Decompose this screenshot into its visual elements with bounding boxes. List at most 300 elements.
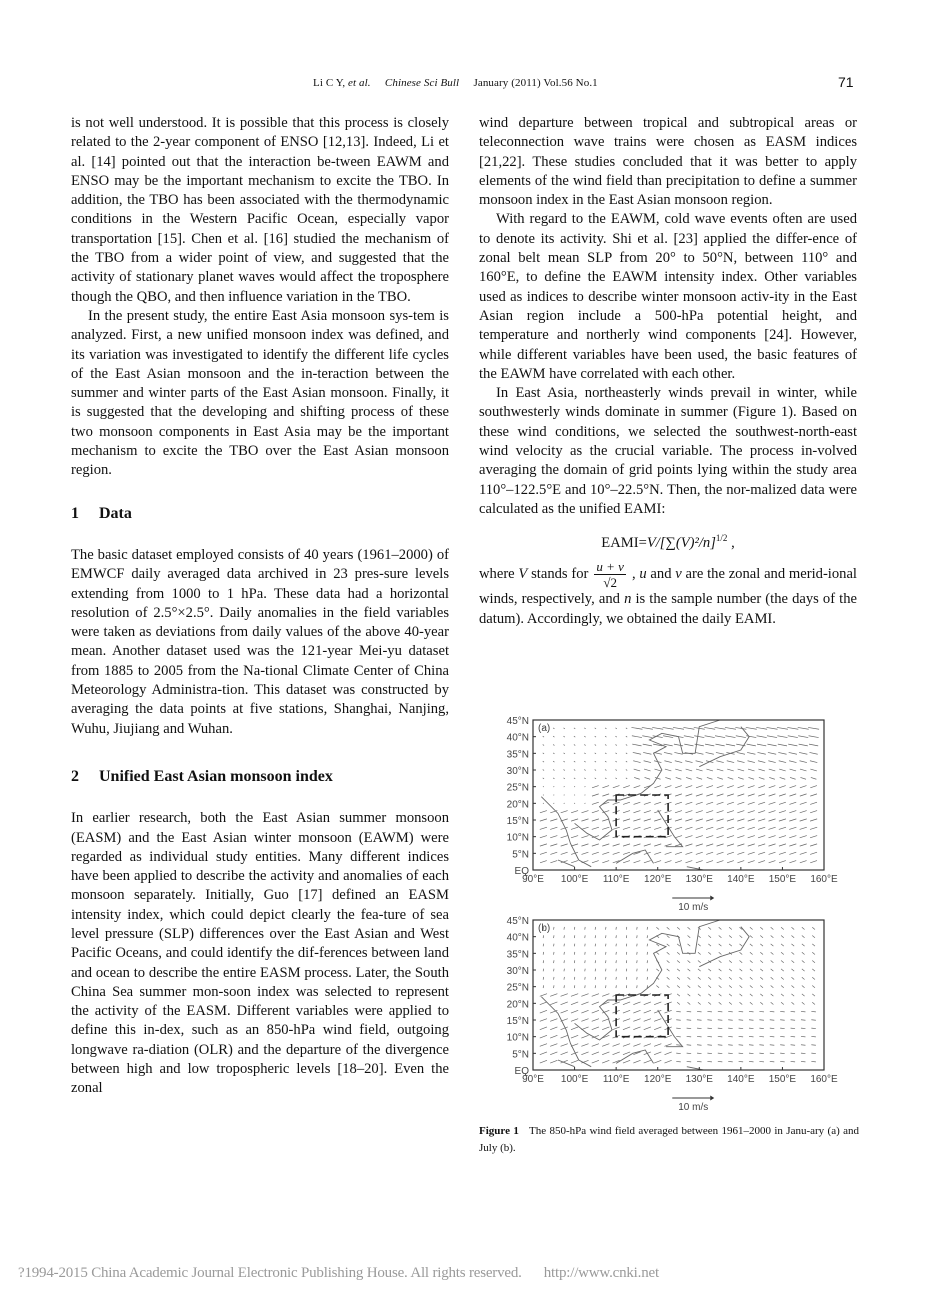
scale-label: 10 m/s <box>678 902 709 910</box>
wind-vector <box>642 727 653 729</box>
wind-vector <box>688 944 691 946</box>
wind-vector <box>571 994 578 997</box>
wind-vector <box>758 802 765 804</box>
wind-vector <box>769 769 775 771</box>
wind-vector <box>696 802 703 804</box>
wind-vector <box>595 736 596 737</box>
wind-vector <box>592 1044 599 1047</box>
fraction-denominator: √2 <box>603 575 617 591</box>
wind-vector <box>574 745 575 746</box>
wind-vector <box>561 1052 568 1055</box>
wind-vector <box>613 1052 620 1055</box>
wind-vector <box>667 936 670 938</box>
wind-vector <box>685 844 692 846</box>
wind-vector <box>737 794 744 796</box>
wind-vector <box>592 852 599 854</box>
wind-vector <box>715 736 725 738</box>
wind-vector <box>581 836 588 838</box>
wind-vector <box>780 777 786 779</box>
wind-vector <box>592 819 599 821</box>
wind-vector <box>748 761 755 763</box>
wind-vector <box>717 844 724 846</box>
wind-vector <box>644 769 650 771</box>
wind-vector <box>623 819 630 821</box>
wind-vector <box>571 1044 578 1047</box>
wind-vector <box>698 961 701 963</box>
wind-vector <box>716 752 724 754</box>
wind-vector <box>602 794 609 796</box>
wind-vector <box>667 969 670 971</box>
wind-vector <box>758 861 765 863</box>
wind-vector <box>633 761 640 763</box>
wind-vector <box>581 827 588 829</box>
wind-vector <box>633 819 640 821</box>
text: , <box>631 566 640 583</box>
wind-vector <box>688 986 691 988</box>
wind-vector <box>592 1019 599 1022</box>
wind-vector <box>553 778 554 779</box>
wind-vector <box>800 769 806 771</box>
wind-vector <box>798 736 808 738</box>
wind-vector <box>571 827 578 829</box>
wind-vector <box>696 786 703 788</box>
lon-tick-label: 160°E <box>810 1074 838 1085</box>
wind-vector <box>768 752 776 754</box>
wind-vector <box>540 844 547 846</box>
lon-tick-label: 100°E <box>560 874 589 885</box>
lat-tick-label: 20°N <box>506 799 529 811</box>
wind-vector <box>729 986 732 988</box>
wind-vector <box>561 827 568 829</box>
wind-vector <box>729 961 732 963</box>
lon-tick-label: 140°E <box>727 874 755 885</box>
wind-vector <box>615 778 616 779</box>
wind-vector <box>812 1002 815 1004</box>
wind-vector <box>643 744 652 746</box>
wind-vector <box>800 852 807 854</box>
paragraph: The basic dataset employed consists of 40 years (1961–2000) of EMWCF daily averaged data archived in 23 pres-sure levels extending from 1000 to 1 hPa. These data had a horizontal resolution of 2.5°×2.5°. Daily anomalies in the field variables were taken as deviations from daily values of the above 40-year mean. Another dataset used was the 121-year Mei-yu dataset from 1885 to 2005 from the Na-tional Climate Center of China Meteorology Administra-tion. This dataset was constructed by averaging the data points at five stations, Shanghai, Nanjing, Wuhu, Jiujiang and Wuhan. <box>71 546 449 737</box>
wind-vector <box>623 844 630 846</box>
wind-vector <box>686 777 692 779</box>
wind-vector <box>605 728 606 729</box>
lon-tick-label: 100°E <box>560 1074 589 1085</box>
wind-vector <box>602 994 609 997</box>
wind-vector <box>644 819 651 821</box>
wind-vector <box>581 1027 588 1030</box>
wind-vector <box>708 986 711 988</box>
running-citation <box>313 77 598 89</box>
wind-vector <box>634 769 640 771</box>
wind-vector <box>571 1010 578 1013</box>
wind-vector <box>812 994 815 996</box>
wind-vector <box>644 844 651 846</box>
wind-vector <box>717 811 724 813</box>
wind-vector <box>736 736 746 738</box>
wind-vector <box>623 827 630 829</box>
wind-vector <box>810 861 817 863</box>
wind-vector <box>615 761 616 762</box>
wind-vector <box>769 852 776 854</box>
wind-vector <box>696 761 703 763</box>
wind-vector <box>623 1060 630 1063</box>
wind-vector <box>673 727 684 729</box>
wind-vector <box>684 736 694 738</box>
wind-vector <box>592 994 599 997</box>
page-number: 71 <box>838 74 854 90</box>
lon-tick-label: 130°E <box>685 874 713 885</box>
wind-vector <box>540 819 547 821</box>
wind-vector <box>800 777 806 779</box>
wind-vector <box>553 770 554 771</box>
wind-vector <box>540 1060 547 1063</box>
wind-vector <box>758 844 765 846</box>
wind-vector <box>688 936 691 938</box>
scale-arrowhead <box>710 896 714 901</box>
wind-vector <box>789 819 796 821</box>
wind-vector <box>654 1019 661 1022</box>
wind-vector <box>561 1002 568 1005</box>
wind-vector <box>581 1044 588 1047</box>
wind-vector <box>626 753 627 754</box>
wind-vector <box>665 852 672 854</box>
wind-vector <box>605 753 606 754</box>
wind-vector <box>665 861 672 863</box>
wind-vector <box>727 802 734 804</box>
wind-vector <box>654 819 661 821</box>
lon-tick-label: 140°E <box>727 1074 755 1085</box>
wind-vector <box>729 969 732 971</box>
wind-vector <box>771 936 774 938</box>
wind-vector <box>550 1027 557 1030</box>
wind-vector <box>696 769 702 771</box>
wind-vector <box>665 1060 672 1063</box>
wind-vector <box>592 1052 599 1055</box>
wind-vector <box>760 969 763 971</box>
wind-vector <box>663 736 673 738</box>
wind-vector <box>550 1002 557 1005</box>
scale-arrowhead <box>710 1096 714 1101</box>
panel-label: (b) <box>538 923 551 934</box>
lon-tick-label: 90°E <box>522 1074 544 1085</box>
wind-vector <box>725 727 736 729</box>
wind-vector <box>725 736 735 738</box>
wind-vector <box>595 753 596 754</box>
wind-vector <box>633 1060 640 1063</box>
wind-vector <box>768 836 775 838</box>
wind-vector <box>581 1010 588 1013</box>
figure-label: Figure 1 <box>479 1125 519 1137</box>
wind-vector <box>696 819 703 821</box>
lon-tick-label: 110°E <box>602 1074 630 1085</box>
footer-url: http://www.cnki.net <box>543 1265 659 1281</box>
wind-vector <box>707 777 713 779</box>
wind-vector <box>683 727 694 729</box>
wind-vector <box>613 1044 620 1047</box>
wind-vector <box>716 827 723 829</box>
wind-vector <box>750 977 753 979</box>
wind-vector <box>791 994 794 996</box>
wind-vector <box>769 844 776 846</box>
wind-vector <box>809 752 817 754</box>
wind-vector <box>706 761 713 763</box>
wind-vector <box>802 969 805 971</box>
wind-vector <box>740 961 743 963</box>
wind-vector <box>667 952 670 954</box>
wind-vector <box>779 819 786 821</box>
lat-tick-label: 30°N <box>506 766 529 777</box>
wind-vector <box>675 836 682 838</box>
wind-vector <box>748 844 755 846</box>
wind-vector <box>584 770 585 771</box>
wind-vector <box>550 836 557 838</box>
wind-vector <box>789 761 796 763</box>
wind-vector <box>748 852 755 854</box>
wind-vector <box>748 794 755 796</box>
wind-vector <box>719 944 722 946</box>
wind-vector <box>654 802 661 804</box>
wind-vector <box>644 1052 651 1055</box>
wind-vector <box>708 1002 711 1004</box>
wind-vector <box>791 1002 794 1004</box>
wind-vector <box>667 927 670 929</box>
wind-vector <box>675 794 682 796</box>
wind-vector <box>633 811 640 813</box>
wind-vector <box>561 852 568 854</box>
lat-tick-label: 25°N <box>506 782 529 794</box>
wind-vector <box>540 994 547 997</box>
wind-vector <box>791 977 794 979</box>
right-column <box>479 114 857 629</box>
wind-vector <box>708 936 711 938</box>
wind-vector <box>802 927 805 929</box>
wind-vector <box>602 844 609 846</box>
wind-vector <box>727 786 734 788</box>
wind-vector <box>550 1052 557 1055</box>
wind-vector <box>790 777 796 779</box>
wind-vector <box>740 977 743 979</box>
wind-vector <box>760 1002 763 1004</box>
formula-lhs: EAMI= <box>601 535 647 552</box>
wind-vector <box>675 769 681 771</box>
wind-vector <box>809 736 819 738</box>
wind-vector <box>799 744 808 746</box>
wind-vector <box>719 936 722 938</box>
wind-vector <box>719 927 722 929</box>
wind-vector <box>677 961 680 963</box>
wind-vector <box>812 961 815 963</box>
wind-vector <box>561 994 568 997</box>
header-etal: et al. <box>348 77 371 89</box>
wind-vector <box>595 770 596 771</box>
wind-vector <box>750 961 753 963</box>
wind-vector <box>540 1044 547 1047</box>
wind-vector <box>688 977 691 979</box>
wind-vector <box>750 994 753 996</box>
wind-vector <box>717 802 724 804</box>
wind-vector <box>800 819 807 821</box>
wind-vector <box>656 969 659 971</box>
wind-vector <box>769 819 776 821</box>
wind-vector <box>706 769 712 771</box>
wind-vector <box>708 952 711 954</box>
wind-vector <box>553 745 554 746</box>
wind-vector <box>769 777 775 779</box>
wind-vector <box>564 745 565 746</box>
wind-field-map-july <box>479 910 864 1110</box>
wind-vector <box>758 752 766 754</box>
wind-vector <box>706 827 713 829</box>
wind-vector <box>777 727 788 729</box>
wind-vector <box>644 861 651 863</box>
wind-vector <box>550 994 557 997</box>
wind-vector <box>729 927 732 929</box>
var-n: n <box>624 591 632 608</box>
wind-vector <box>581 811 588 813</box>
wind-vector <box>727 761 734 763</box>
wind-vector <box>675 811 682 813</box>
wind-vector <box>738 786 745 788</box>
var-V: V <box>518 566 528 583</box>
wind-vector <box>626 728 627 729</box>
wind-vector <box>626 770 627 771</box>
wind-vector <box>771 1002 774 1004</box>
wind-vector <box>789 811 796 813</box>
wind-vector <box>812 952 815 954</box>
wind-vector <box>781 927 784 929</box>
wind-vector <box>543 745 544 746</box>
wind-vector <box>750 986 753 988</box>
wind-vector <box>677 977 680 979</box>
wind-vector <box>592 1060 599 1063</box>
wind-vector <box>571 811 578 813</box>
wind-vector <box>767 736 777 738</box>
left-column <box>71 114 449 1099</box>
wind-vector <box>737 802 744 804</box>
wind-vector <box>571 836 578 838</box>
wind-vector <box>631 727 642 729</box>
figure-panel-b <box>479 910 864 1115</box>
wind-vector <box>708 969 711 971</box>
lon-tick-label: 150°E <box>768 1074 797 1085</box>
wind-vector <box>561 1035 568 1038</box>
lat-tick-label: 30°N <box>506 966 529 977</box>
wind-vector <box>769 802 776 804</box>
formula-exponent: 1/2 <box>715 533 728 544</box>
wind-vector <box>771 961 774 963</box>
paragraph: In East Asia, northeasterly winds prevail in winter, while southwesterly winds dominate in summer (Figure 1). Based on these wind conditions, we selected the southwest-north-east wind velocity as the crucial variable. The process in-volved averaging the domain of grid points lying within the study area 110°–122.5°E and 10°–22.5°N. Then, the nor-malized data were calculated as the unified EAMI: <box>479 385 857 517</box>
wind-vector <box>613 1027 620 1030</box>
wind-vector <box>729 977 732 979</box>
wind-vector <box>760 994 763 996</box>
wind-vector <box>592 794 599 796</box>
wind-vector <box>717 852 724 854</box>
wind-vector <box>802 994 805 996</box>
wind-vector <box>771 927 774 929</box>
wind-vector <box>595 761 596 762</box>
wind-vector <box>802 936 805 938</box>
wind-vector <box>605 745 606 746</box>
wind-vector <box>685 802 692 804</box>
wind-vector <box>800 844 807 846</box>
wind-vector <box>561 811 568 813</box>
wind-vector <box>654 786 661 788</box>
wind-vector <box>791 927 794 929</box>
section-heading-data <box>71 504 449 523</box>
wind-vector <box>799 752 807 754</box>
wind-vector <box>626 761 627 762</box>
wind-vector <box>654 844 661 846</box>
wind-vector <box>592 1002 599 1005</box>
wind-vector <box>706 794 713 796</box>
wind-vector <box>623 1010 630 1013</box>
wind-vector <box>564 761 565 762</box>
wind-vector <box>686 786 693 788</box>
wind-vector <box>667 977 670 979</box>
wind-vector <box>592 786 599 788</box>
wind-vector <box>665 786 672 788</box>
wind-vector <box>584 761 585 762</box>
wind-vector <box>781 969 784 971</box>
wind-vector <box>581 1019 588 1022</box>
wind-vector <box>698 986 701 988</box>
wind-vector <box>760 986 763 988</box>
wind-vector <box>812 927 815 929</box>
wind-vector <box>740 986 743 988</box>
wind-vector <box>779 769 785 771</box>
wind-vector <box>778 752 786 754</box>
wind-vector <box>698 994 701 996</box>
wind-vector <box>644 1019 651 1022</box>
wind-vector <box>675 819 682 821</box>
wind-vector <box>756 727 767 729</box>
wind-vector <box>584 728 585 729</box>
wind-vector <box>698 969 701 971</box>
wind-vector <box>602 1052 609 1055</box>
wind-vector <box>802 944 805 946</box>
wind-vector <box>644 1002 651 1005</box>
var-v: v <box>675 566 682 583</box>
paragraph: In earlier research, both the East Asian summer monsoon (EASM) and the East Asian winter monsoon (EAWM) were regarded as individual study entities. Many different indices have been applied to describe the activity and anomalies of each monsoon separately. Initially, Guo [17] defined an EASM intensity index, which could depict clearly the fea-ture of sea level pressure (SLP) differences over the East Asian and West Pacific Oceans, and could identify the dif-ferences between land and ocean to describe the entire EASM process. Later, the South China Sea summer mon-soon index was selected to represent the activity of the EASM. Different variables were applied to define this in-dex, such as an 850-hPa wind field, outgoing longwave ra-diation (OLR) and the departure of the divergence between high and low tropospheric levels [18–20]. Even the zonal <box>71 810 449 1097</box>
wind-vector <box>791 944 794 946</box>
wind-vector <box>748 769 754 771</box>
wind-vector <box>667 944 670 946</box>
wind-vector <box>760 977 763 979</box>
wind-vector <box>717 836 724 838</box>
wind-vector <box>750 927 753 929</box>
wind-vector <box>677 952 680 954</box>
wind-vector <box>654 1052 661 1055</box>
study-area-box <box>616 795 668 837</box>
wind-vector <box>550 852 557 854</box>
wind-vector <box>746 727 757 729</box>
wind-vector <box>675 827 682 829</box>
wind-vector <box>728 777 734 779</box>
wind-vector <box>553 728 554 729</box>
wind-vector <box>633 752 641 754</box>
wind-vector <box>550 819 557 821</box>
wind-vector <box>779 836 786 838</box>
wind-vector <box>663 727 674 729</box>
wind-vector <box>540 861 547 863</box>
wind-vector <box>644 1060 651 1063</box>
wind-vector <box>760 927 763 929</box>
wind-vector <box>706 852 713 854</box>
lon-tick-label: 150°E <box>768 874 797 885</box>
wind-vector <box>675 761 682 763</box>
lat-tick-label: 10°N <box>506 1032 529 1044</box>
wind-vector <box>758 761 765 763</box>
wind-vector <box>704 727 715 729</box>
